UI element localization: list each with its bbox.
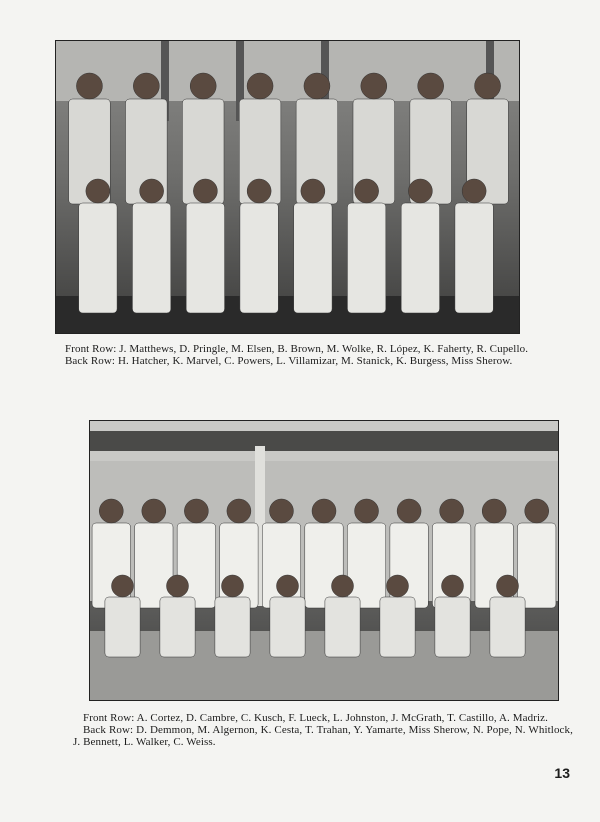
photo-2-front-row: Front Row: A. Cortez, D. Cambre, C. Kusch, F. Lueck, L. Johnston, J. McGrath, T. Castillo, A. Madriz. [83,712,548,724]
page-number: 13 [554,765,570,781]
photo-1-caption [55,343,539,367]
class-photo-1 [55,40,520,334]
photo-2-caption [73,712,573,748]
class-photo-2 [89,420,559,701]
photo-1-back-row: Back Row: H. Hatcher, K. Marvel, C. Powers, L. Villamizar, M. Stanick, K. Burgess, Miss Sherow. [65,355,513,367]
photo-2-back-row: Back Row: D. Demmon, M. Algernon, K. Cesta, T. Trahan, Y. Yamarte, Miss Sherow, N. Pope, N. Whitlock, J. Bennett, L. Walker, C. Weiss. [73,724,573,748]
photo-1-front-row: Front Row: J. Matthews, D. Pringle, M. Elsen, B. Brown, M. Wolke, R. López, K. Faherty, R. Cupello. [65,343,529,355]
